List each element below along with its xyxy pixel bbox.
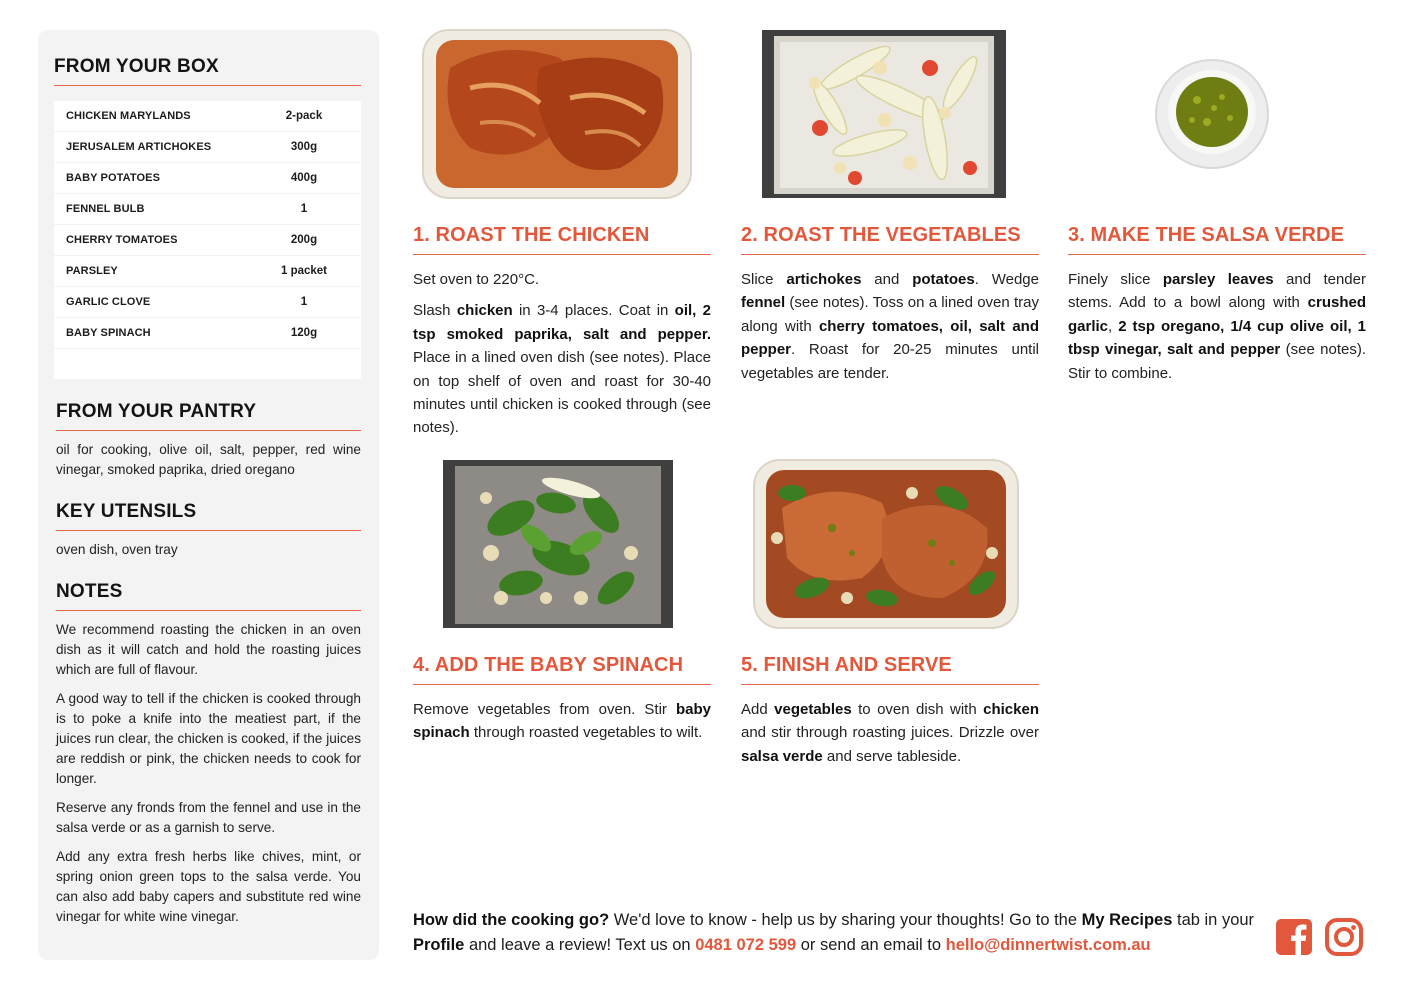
ingredient-qty: 200g xyxy=(290,234,318,246)
step-body xyxy=(741,268,1039,385)
ingredient-qty: 120g xyxy=(290,327,318,339)
step-paragraph: Slice artichokes and potatoes. Wedge fennel (see notes). Toss on a lined oven tray along with cherry tomatoes, oil, salt and pepper. Roast for 20-25 minutes until vegetables are tender. xyxy=(741,271,1039,382)
footer-question: How did the cooking go? xyxy=(413,911,610,929)
step-1 xyxy=(413,224,711,448)
ingredient-row xyxy=(54,225,361,256)
step-paragraph: Remove vegetables from oven. Stir baby spinach through roasted vegetables to wilt. xyxy=(413,701,711,742)
ingredients-sidebar xyxy=(38,30,379,960)
ingredient-row xyxy=(54,101,361,132)
step-title: 3. MAKE THE SALSA VERDE xyxy=(1068,224,1366,255)
notes-heading: NOTES xyxy=(56,581,361,611)
ingredient-name: JERUSALEM ARTICHOKES xyxy=(66,141,212,153)
ingredient-name: CHERRY TOMATOES xyxy=(66,234,178,246)
note-paragraph: Add any extra fresh herbs like chives, mint, or spring onion green tops to the salsa verde. You can also add baby capers and substitute red wine vinegar for white wine vinegar. xyxy=(56,849,361,924)
step-body xyxy=(413,698,711,745)
step-paragraph: Add vegetables to oven dish with chicken and stir through roasting juices. Drizzle over salsa verde and serve tableside. xyxy=(741,701,1039,765)
pantry-heading: FROM YOUR PANTRY xyxy=(56,401,361,431)
step-body xyxy=(741,698,1039,768)
ingredient-qty: 2-pack xyxy=(285,110,323,122)
step-title: 2. ROAST THE VEGETABLES xyxy=(741,224,1039,255)
box-ingredients-table xyxy=(54,101,361,379)
ingredient-qty: 1 packet xyxy=(280,265,328,277)
ingredient-name: BABY POTATOES xyxy=(66,172,160,184)
roast-chicken-photo xyxy=(420,28,696,200)
baby-spinach-photo xyxy=(441,458,675,630)
step-body xyxy=(413,268,711,440)
phone-link[interactable]: 0481 072 599 xyxy=(695,936,797,954)
ingredient-name: CHICKEN MARYLANDS xyxy=(66,110,191,122)
step-body xyxy=(1068,268,1366,385)
roast-vegetables-photo xyxy=(760,28,1008,200)
step-title: 1. ROAST THE CHICKEN xyxy=(413,224,711,255)
salsa-verde-photo xyxy=(1152,52,1272,172)
finished-dish-photo xyxy=(752,458,1020,630)
ingredient-name: PARSLEY xyxy=(66,265,118,277)
ingredient-row xyxy=(54,287,361,318)
utensils-section xyxy=(56,501,361,560)
step-paragraph: Finely slice parsley leaves and tender stems. Add to a bowl along with crushed garlic, 2 tsp oregano, 1/4 cup olive oil, 1 tbsp vinegar, salt and pepper (see notes). Stir to combine. xyxy=(1068,271,1366,382)
ingredient-qty: 400g xyxy=(290,172,318,184)
step-paragraph: Set oven to 220°C. xyxy=(413,271,540,288)
step-4 xyxy=(413,654,711,753)
ingredient-row xyxy=(54,194,361,225)
feedback-footer: How did the cooking go? We'd love to know - help us by sharing your thoughts! Go to the My Recipes tab in your Profile and leave a review! Text us on 0481 072 599 or send an email to hello@dinnertwist.com.au xyxy=(413,911,1255,954)
ingredient-row xyxy=(54,318,361,349)
utensils-text: oven dish, oven tray xyxy=(56,542,178,557)
ingredient-qty: 1 xyxy=(300,203,308,215)
step-3 xyxy=(1068,224,1366,393)
step-5 xyxy=(741,654,1039,776)
email-link[interactable]: hello@dinnertwist.com.au xyxy=(945,936,1151,954)
pantry-text: oil for cooking, olive oil, salt, pepper, red wine vinegar, smoked paprika, dried oregano xyxy=(56,442,361,477)
ingredient-name: GARLIC CLOVE xyxy=(66,296,151,308)
box-heading: FROM YOUR BOX xyxy=(54,56,361,86)
ingredient-row xyxy=(54,256,361,287)
step-2 xyxy=(741,224,1039,393)
ingredient-name: BABY SPINACH xyxy=(66,327,151,339)
note-paragraph: A good way to tell if the chicken is cooked through is to poke a knife into the meatiest part, if the juices run clear, the chicken is cooked, if the juices are reddish or pink, the chicken needs to cook for longer. xyxy=(56,691,361,786)
note-paragraph: Reserve any fronds from the fennel and use in the salsa verde or as a garnish to serve. xyxy=(56,800,361,835)
step-title: 5. FINISH AND SERVE xyxy=(741,654,1039,685)
notes-section xyxy=(56,581,361,927)
step-paragraph: Slash chicken in 3-4 places. Coat in oil, 2 tsp smoked paprika, salt and pepper. Place in a lined oven dish (see notes). Place on top shelf of oven and roast for 30-40 minutes until chicken is cooked through (see notes). xyxy=(413,302,711,437)
my-recipes-link[interactable]: My Recipes xyxy=(1081,911,1173,929)
ingredient-qty: 1 xyxy=(300,296,308,308)
ingredient-name: FENNEL BULB xyxy=(66,203,145,215)
profile-link[interactable]: Profile xyxy=(413,936,465,954)
instagram-icon[interactable] xyxy=(1325,918,1363,956)
note-paragraph: We recommend roasting the chicken in an oven dish as it will catch and hold the roasting juices which are full of flavour. xyxy=(56,622,361,677)
notes-list xyxy=(56,620,361,927)
step-title: 4. ADD THE BABY SPINACH xyxy=(413,654,711,685)
ingredient-row xyxy=(54,132,361,163)
pantry-section xyxy=(56,401,361,480)
utensils-heading: KEY UTENSILS xyxy=(56,501,361,531)
ingredient-row xyxy=(54,163,361,194)
ingredient-qty: 300g xyxy=(290,141,318,153)
facebook-icon[interactable] xyxy=(1275,918,1313,956)
